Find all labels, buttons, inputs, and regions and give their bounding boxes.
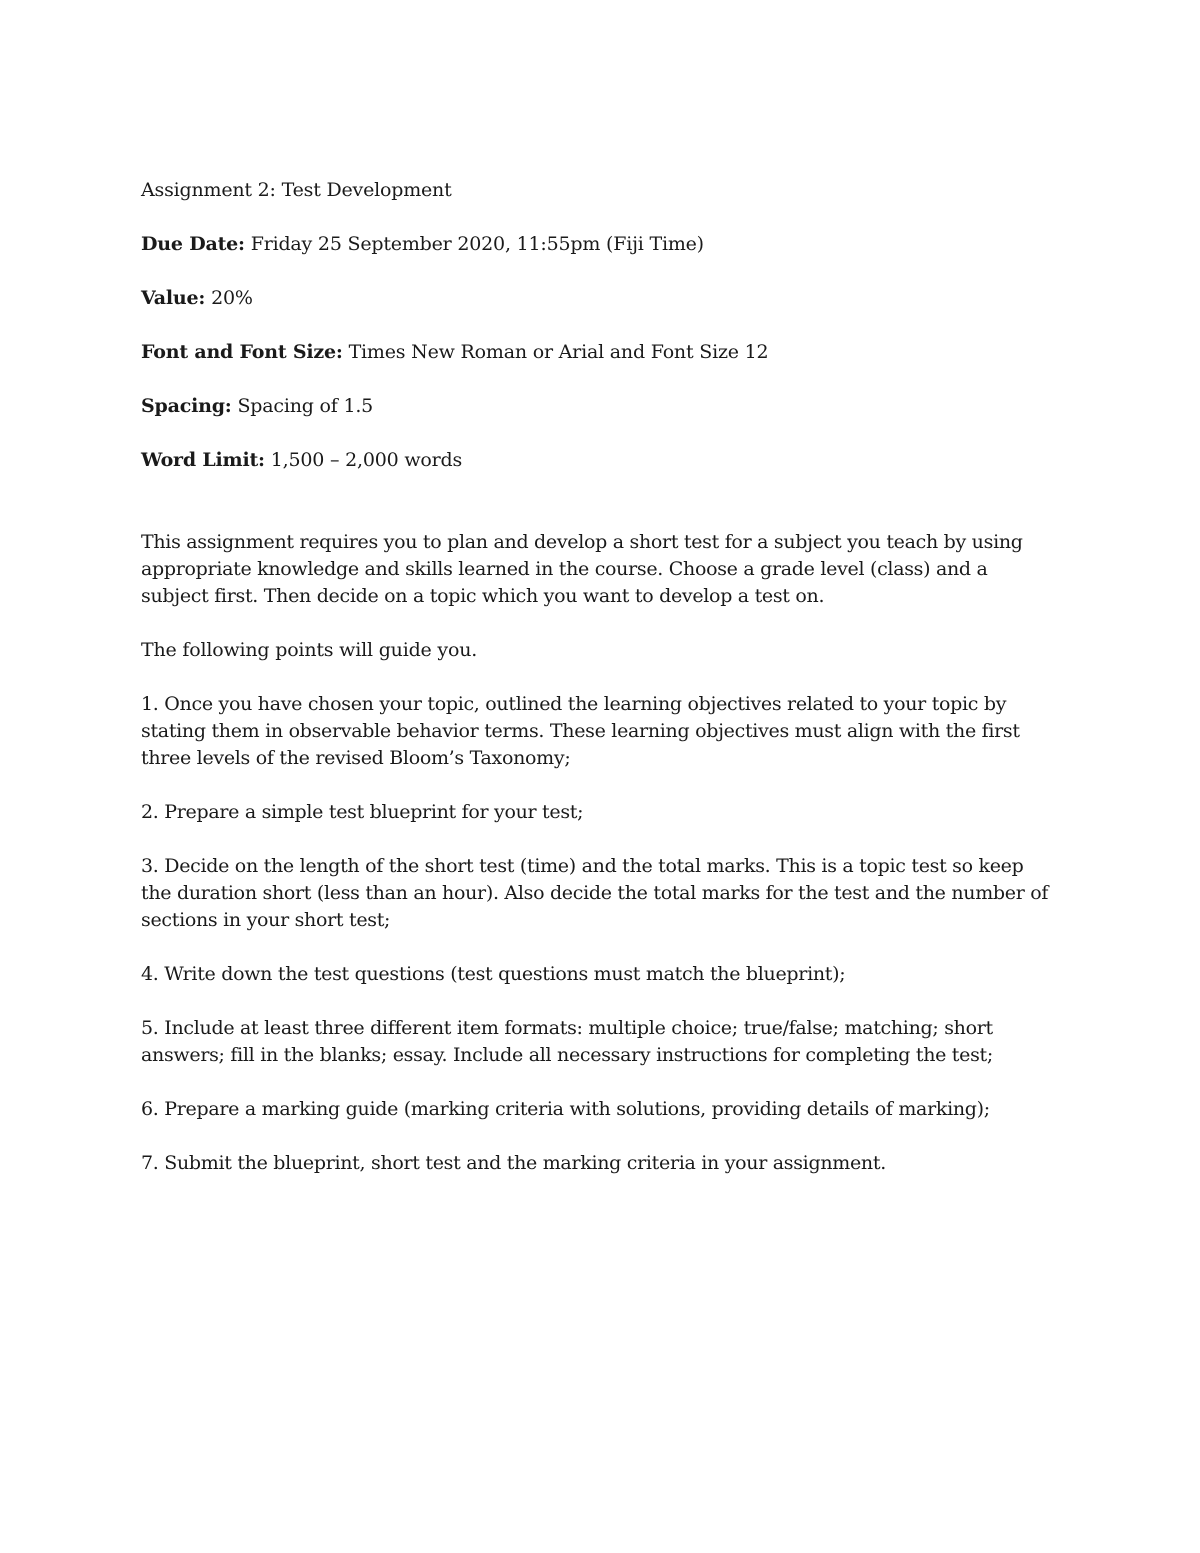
word-limit-label: Word Limit: [141, 449, 265, 471]
due-date-label: Due Date: [141, 233, 245, 255]
value-value: 20% [211, 287, 253, 309]
point-line: 7. Submit the blueprint, short test and the marking criteria in your assignment. [141, 1152, 886, 1174]
word-limit-field [141, 447, 462, 474]
point-2 [141, 799, 1071, 826]
intro-line: This assignment requires you to plan and develop a short test for a subject you teach by using [141, 531, 1023, 553]
guide-line: The following points will guide you. [141, 639, 478, 661]
point-line: answers; fill in the blanks; essay. Include all necessary instructions for completing the test; [141, 1044, 993, 1066]
point-line: three levels of the revised Bloom’s Taxonomy; [141, 747, 571, 769]
point-line: 3. Decide on the length of the short test (time) and the total marks. This is a topic test so keep [141, 855, 1024, 877]
value-label: Value: [141, 287, 206, 309]
intro-line: subject first. Then decide on a topic which you want to develop a test on. [141, 585, 825, 607]
point-4 [141, 961, 1071, 988]
font-label: Font and Font Size: [141, 341, 343, 363]
due-date-field [141, 231, 704, 258]
point-line: 1. Once you have chosen your topic, outlined the learning objectives related to your topic by [141, 693, 1007, 715]
font-value: Times New Roman or Arial and Font Size 12 [348, 341, 769, 363]
point-line: 5. Include at least three different item formats: multiple choice; true/false; matching; short [141, 1017, 993, 1039]
intro-paragraph [141, 529, 1071, 610]
point-3 [141, 853, 1071, 934]
point-line: sections in your short test; [141, 909, 391, 931]
point-line: 2. Prepare a simple test blueprint for your test; [141, 801, 584, 823]
point-6 [141, 1096, 1071, 1123]
point-line: 6. Prepare a marking guide (marking criteria with solutions, providing details of marking); [141, 1098, 990, 1120]
spacing-field [141, 393, 373, 420]
spacing-label: Spacing: [141, 395, 232, 417]
font-field [141, 339, 768, 366]
document-title: Assignment 2: Test Development [141, 179, 452, 201]
spacing-value: Spacing of 1.5 [237, 395, 374, 417]
point-line: 4. Write down the test questions (test questions must match the blueprint); [141, 963, 846, 985]
due-date-value: Friday 25 September 2020, 11:55pm (Fiji Time) [250, 233, 704, 255]
value-field [141, 285, 253, 312]
point-7 [141, 1150, 1071, 1177]
point-line: stating them in observable behavior terms. These learning objectives must align with the first [141, 720, 1020, 742]
intro-line: appropriate knowledge and skills learned in the course. Choose a grade level (class) and a [141, 558, 988, 580]
point-5 [141, 1015, 1071, 1069]
point-line: the duration short (less than an hour). Also decide the total marks for the test and the number of [141, 882, 1049, 904]
point-1 [141, 691, 1071, 772]
word-limit-value: 1,500 – 2,000 words [270, 449, 463, 471]
